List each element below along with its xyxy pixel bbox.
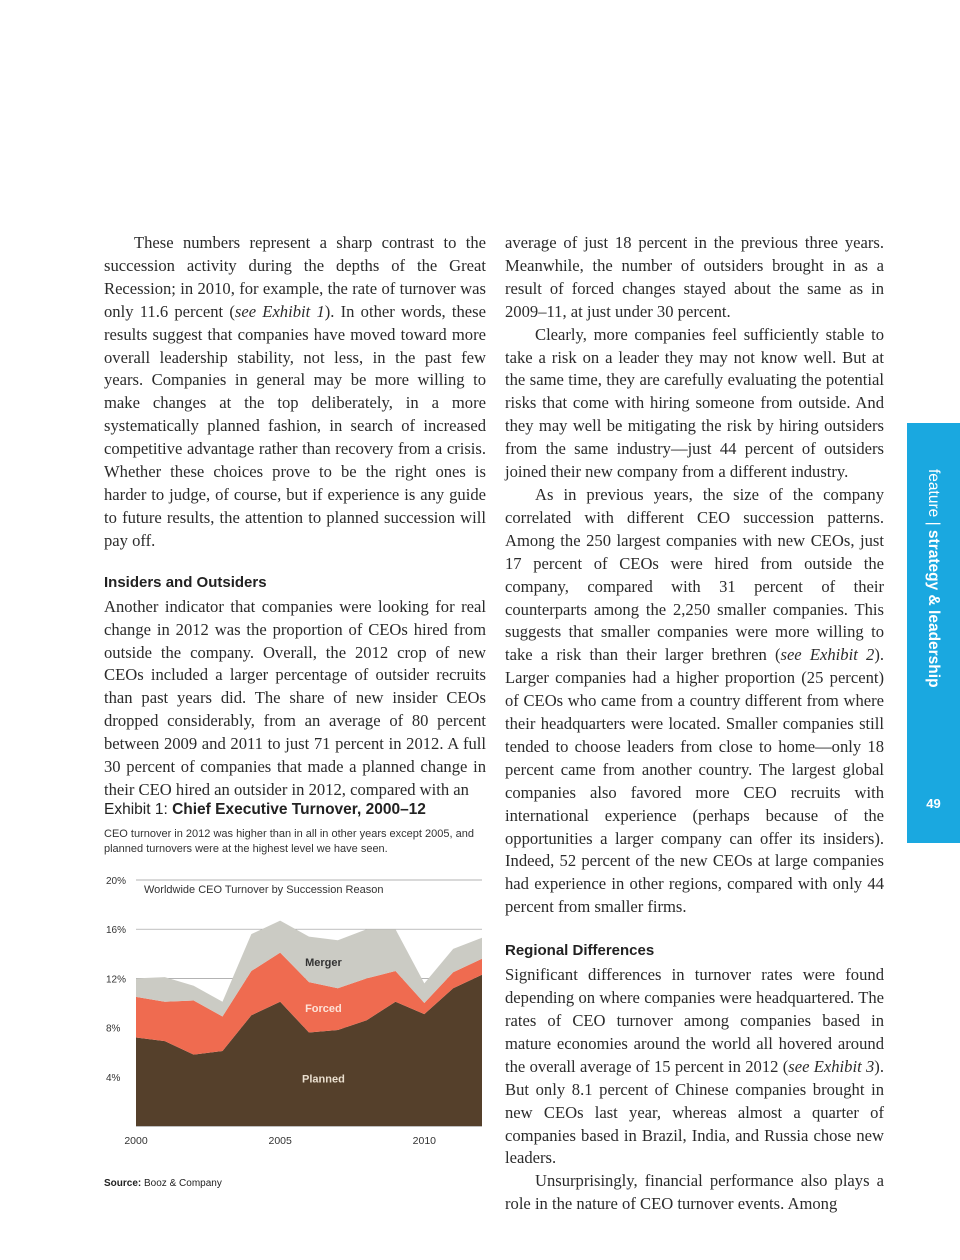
y-tick-label: 4% — [106, 1072, 121, 1084]
section-tab — [907, 423, 960, 843]
exhibit-reference: see Exhibit 3 — [788, 1056, 875, 1076]
paragraph: average of just 18 percent in the previous three years. Meanwhile, the number of outsiders brought in as a result of forced changes stayed about the same as in 2009–11, at just under 30 percent. — [505, 233, 884, 321]
paragraph: Clearly, more companies feel sufficiently stable to take a risk on a leader they may not know well. But at the same time, they are carefully evaluating the potential risks that come with hiring someone from outside. And they may well be mitigating the risk by hiring outsiders from the same industry—just 44 percent of outsiders joined their new company from a different industry. — [505, 324, 884, 482]
y-tick-label: 20% — [106, 876, 127, 887]
exhibit-1 — [104, 800, 488, 1189]
section-heading: Regional Differences — [505, 942, 655, 960]
y-tick-label: 12% — [106, 974, 127, 986]
series-label-merger: Merger — [305, 956, 342, 969]
exhibit-reference: see Exhibit 2 — [780, 645, 875, 665]
left-column — [104, 232, 486, 802]
exhibit-title: Exhibit 1: Chief Executive Turnover, 2000–12 — [104, 801, 426, 818]
y-tick-label: 16% — [106, 925, 127, 937]
right-column — [505, 232, 884, 1216]
paragraph: As in previous years, the size of the company correlated with different CEO succession patterns. Among the 250 largest companies with new CEOs, just 17 percent of CEOs were hired from outside the company, compared with 31 percent of their counterparts among the 2,250 smaller companies. This suggests that smaller companies were more willing to take a risk than their larger brethren (see Exhibit 2). Larger companies had a higher proportion (25 percent) of CEOs who came from a country different from where their headquarters were located. Smaller companies still tended to choose leaders from close to home—only 18 percent came from another country. The largest global companies also favored more CEO recruits with international experience (perhaps because of the opportunities a larger company can offer its insiders). Indeed, 52 percent of the new CEOs at large companies had experience in other regions, compared with only 44 percent from smaller firms. — [505, 484, 884, 917]
section-label: feature | strategy & leadership — [925, 469, 942, 688]
x-tick-label: 2000 — [124, 1135, 148, 1147]
paragraph: These numbers represent a sharp contrast to the succession activity during the depths of the Great Recession; in 2010, for example, the rate of turnover was only 11.6 percent (see Exhibit 1). In other words, these results suggest that companies have moved toward more overall leadership stability, not less, in the past few years. Companies in general may be more willing to make changes at the top deliberately, in a more systematically planned fashion, in search of increased competitive advantage rather than recovery from a crisis. Whether these choices prove to be the right ones is harder to judge, of course, but if experience is any guide to future results, the attention to planned succession will pay off. — [104, 233, 486, 550]
paragraph: Another indicator that companies were looking for real change in 2012 was the proportion of CEOs hired from outside the company. Overall, the 2012 crop of new CEOs included a larger percentage of outsider recruits than past years did. The share of new insider CEOs dropped considerably, from an average of 80 percent between 2009 and 2011 to just 71 percent in 2012. A full 30 percent of companies that made a planned change in their CEO hired an outsider in 2012, compared with an — [104, 596, 486, 799]
series-label-planned: Planned — [302, 1073, 345, 1086]
exhibit-subtitle: CEO turnover in 2012 was higher than in all in other years except 2005, and planned turnovers were at the highest level we have seen. — [104, 828, 474, 855]
series-label-forced: Forced — [305, 1003, 342, 1016]
x-tick-label: 2010 — [412, 1135, 437, 1147]
section-heading: Insiders and Outsiders — [104, 573, 267, 591]
paragraph: Unsurprisingly, financial performance also plays a role in the nature of CEO turnover events. Among — [505, 1171, 884, 1214]
x-tick-label: 2005 — [268, 1135, 292, 1147]
chart-title: Worldwide CEO Turnover by Succession Reason — [144, 884, 384, 896]
y-tick-label: 8% — [106, 1023, 121, 1035]
source-note: Source: Booz & Company — [104, 1178, 222, 1189]
paragraph: Significant differences in turnover rates were found depending on where companies were headquartered. The rates of CEO turnover among companies based in mature economies around the world all hovered around the overall average of 15 percent in 2012 (see Exhibit 3). But only 8.1 percent of Chinese companies brought in new CEOs last year, whereas almost a quarter of companies based in Brazil, India, and Russia chose new leaders. — [505, 965, 884, 1168]
exhibit-reference: see Exhibit 1 — [234, 301, 325, 321]
turnover-chart — [104, 870, 488, 1170]
page-number: 49 — [926, 796, 941, 811]
